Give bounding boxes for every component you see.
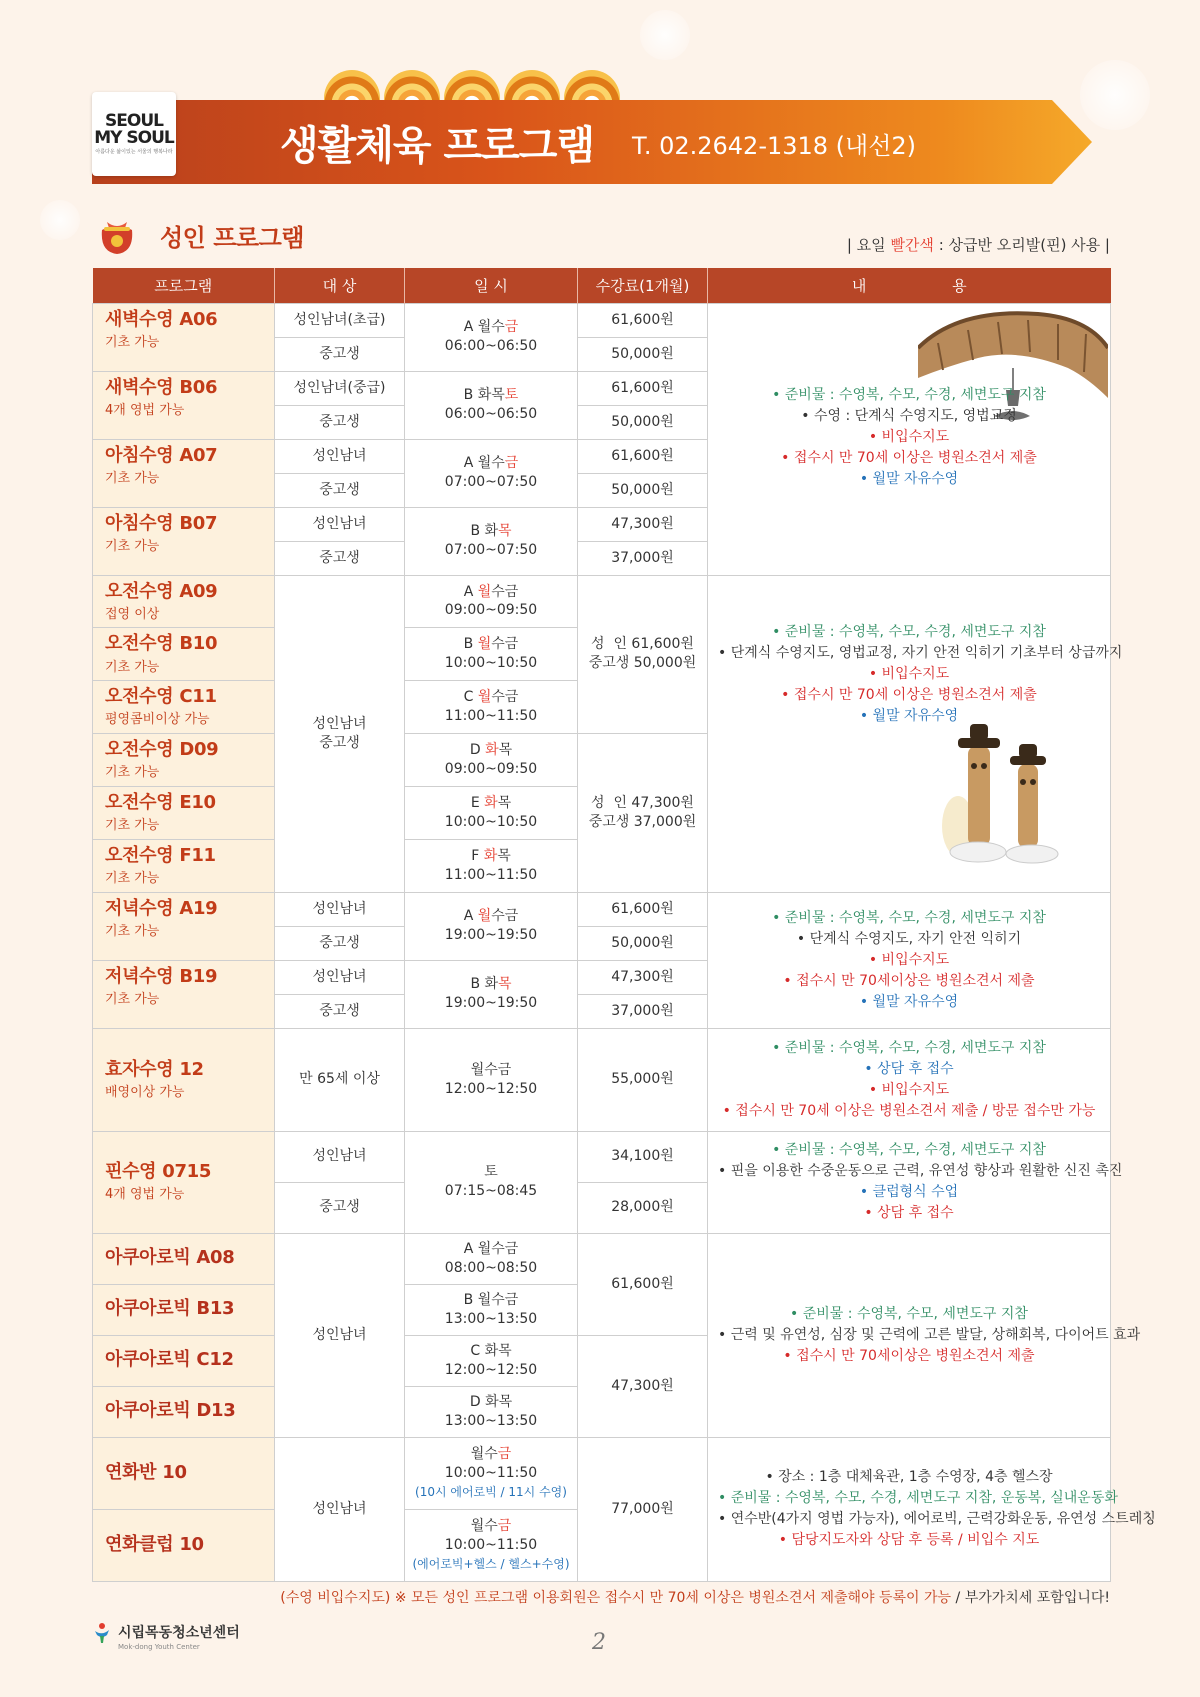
program-name-cell: 오전수영 B10 기초 가능 [93,628,275,681]
page-title: 생활체육 프로그램 [280,123,595,169]
program-name-cell: 아쿠아로빅 D13 [93,1386,275,1437]
program-name-cell: 효자수영 12 배영이상 가능 [93,1028,275,1131]
target-cell: 중고생 [275,405,405,439]
target-cell: 중고생 [275,926,405,960]
content-item: • 비입수지도 [718,950,1100,971]
target-cell: 성인남녀 [275,892,405,926]
content-item: • 클럽형식 수업 [718,1182,1100,1203]
fee-cell: 61,600원 [578,1233,708,1335]
fee-cell: 50,000원 [578,405,708,439]
program-name-cell: 아침수영 B07 기초 가능 [93,507,275,575]
program-name-cell: 연화클럽 10 [93,1509,275,1581]
target-cell: 성인남녀 중고생 [275,575,405,892]
jangseung-illustration [928,716,1078,866]
program-name-cell: 저녁수영 B19 기초 가능 [93,960,275,1028]
table-row [93,575,1111,628]
target-cell: 성인남녀 [275,1437,405,1581]
schedule-cell: A 월수금 07:00~07:50 [405,439,578,507]
schedule-cell: B 월수금 10:00~10:50 [405,628,578,681]
schedule-cell: 월수금 10:00~11:50 (10시 에어로빅 / 11시 수영) [405,1437,578,1509]
target-cell: 만 65세 이상 [275,1028,405,1131]
program-name-cell: 오전수영 D09 기초 가능 [93,734,275,787]
program-name-cell: 아쿠아로빅 A08 [93,1233,275,1284]
section-title: 성인 프로그램 [160,224,304,252]
target-cell: 중고생 [275,473,405,507]
schedule-cell: F 화목 11:00~11:50 [405,839,578,892]
schedule-cell: 토 07:15~08:45 [405,1131,578,1233]
footer-note: (수영 비입수지도) ※ 모든 성인 프로그램 이용회원은 접수시 만 70세 이상은 병원소견서 제출해야 등록이 가능 / 부가가치세 포함입니다! [280,1590,1110,1606]
fee-cell: 61,600원 [578,303,708,337]
schedule-cell: C 월수금 11:00~11:50 [405,681,578,734]
table-row [93,1131,1111,1182]
content-item: • 비입수지도 [718,427,1100,448]
schedule-cell: 월수금 12:00~12:50 [405,1028,578,1131]
target-cell: 성인남녀(초급) [275,303,405,337]
content-item: • 비입수지도 [718,664,1100,685]
col-schedule: 일 시 [405,268,578,303]
target-cell: 성인남녀 [275,960,405,994]
schedule-cell: B 화목 19:00~19:50 [405,960,578,1028]
fee-cell: 28,000원 [578,1182,708,1233]
content-cell [708,1437,1156,1581]
section-heading [92,208,1110,260]
target-cell: 중고생 [275,1182,405,1233]
schedule-cell: A 월수금 09:00~09:50 [405,575,578,628]
phone-number: T. 02.2642-1318 (내선2) [632,132,917,160]
content-item: • 연수반(4가지 영법 가능자), 에어로빅, 근력강화운동, 유연성 스트레칭 [718,1509,1100,1530]
content-item: • 담당지도자와 상담 후 등록 / 비입수 지도 [718,1530,1100,1551]
table-header-row [93,268,1111,303]
content-item: • 접수시 만 70세이상은 병원소견서 제출 [718,1346,1100,1367]
content-cell [708,303,1111,575]
fee-cell: 성 인 47,300원 중고생 37,000원 [578,734,708,893]
fee-cell: 50,000원 [578,337,708,371]
fee-cell: 47,300원 [578,960,708,994]
content-item: • 상담 후 접수 [718,1203,1100,1224]
youth-center-logo-icon [92,1622,112,1644]
content-item: • 비입수지도 [718,1080,1100,1101]
content-item: • 준비물 : 수영복, 수모, 수경, 세면도구 지참 [718,908,1100,929]
target-cell: 성인남녀 [275,507,405,541]
content-item: • 장소 : 1층 대체육관, 1층 수영장, 4층 헬스장 [718,1467,1100,1488]
schedule-cell: D 화목 09:00~09:50 [405,734,578,787]
seoul-logo: SEOUL MY SOUL 아름다운 삶이있는 서울의 행복나라 [92,92,176,176]
schedule-cell: B 화목 07:00~07:50 [405,507,578,575]
fee-cell: 47,300원 [578,1335,708,1437]
schedule-cell: C 화목 12:00~12:50 [405,1335,578,1386]
page-number: 2 [592,1630,606,1655]
schedule-cell: 월수금 10:00~11:50 (에어로빅+헬스 / 헬스+수영) [405,1509,578,1581]
content-item: • 월말 자유수영 [718,992,1100,1013]
content-cell [708,1028,1111,1131]
content-item: • 상담 후 접수 [718,1059,1100,1080]
program-name-cell: 오전수영 F11 기초 가능 [93,839,275,892]
background-sparkle [40,200,80,240]
schedule-cell: B 화목토 06:00~06:50 [405,371,578,439]
content-item: • 핀을 이용한 수중운동으로 근력, 유연성 향상과 원활한 신진 촉진 [718,1161,1100,1182]
program-name-cell: 오전수영 E10 기초 가능 [93,786,275,839]
content-item: • 준비물 : 수영복, 수모, 수경, 세면도구 지참 [718,622,1100,643]
content-item: • 접수시 만 70세 이상은 병원소견서 제출 [718,448,1100,469]
page-header [92,70,1110,186]
schedule-cell: D 화목 13:00~13:50 [405,1386,578,1437]
fee-cell: 50,000원 [578,473,708,507]
schedule-cell: A 월수금 08:00~08:50 [405,1233,578,1284]
table-row [93,1028,1111,1131]
target-cell: 성인남녀 [275,1233,405,1437]
fee-cell: 61,600원 [578,439,708,473]
content-item: • 준비물 : 수영복, 수모, 수경, 세면도구 지참, 운동복, 실내운동화 [718,1488,1100,1509]
target-cell: 중고생 [275,541,405,575]
schedule-cell: E 화목 10:00~10:50 [405,786,578,839]
target-cell: 성인남녀 [275,1131,405,1182]
lucky-pouch-icon [92,208,142,258]
content-item: • 근력 및 유연성, 심장 및 근력에 고른 발달, 상해회복, 다이어트 효과 [718,1325,1100,1346]
content-item: • 단계식 수영지도, 자기 안전 익히기 [718,929,1100,950]
content-item: • 수영 : 단계식 수영지도, 영법교정 [718,406,1100,427]
col-target: 대 상 [275,268,405,303]
org-name: 시립목동청소년센터 [118,1625,240,1641]
program-name-cell: 저녁수영 A19 기초 가능 [93,892,275,960]
target-cell: 중고생 [275,337,405,371]
content-item: • 접수시 만 70세 이상은 병원소견서 제출 / 방문 접수만 가능 [718,1101,1100,1122]
fee-cell: 37,000원 [578,541,708,575]
fee-cell: 37,000원 [578,994,708,1028]
schedule-cell: A 월수금 19:00~19:50 [405,892,578,960]
org-name-en: Mok-dong Youth Center [118,1643,200,1651]
target-cell: 성인남녀 [275,439,405,473]
col-fee: 수강료(1개월) [578,268,708,303]
table-row [93,303,1111,337]
fee-cell: 61,600원 [578,892,708,926]
target-cell: 성인남녀(중급) [275,371,405,405]
table-row [93,892,1111,926]
fee-cell: 성 인 61,600원 중고생 50,000원 [578,575,708,734]
fee-cell: 47,300원 [578,507,708,541]
program-name-cell: 오전수영 A09 접영 이상 [93,575,275,628]
content-item: • 준비물 : 수영복, 수모, 수경, 세면도구 지참 [718,1140,1100,1161]
content-cell [708,575,1123,892]
program-name-cell: 아쿠아로빅 C12 [93,1335,275,1386]
content-item: • 월말 자유수영 [718,706,1100,727]
content-item: • 접수시 만 70세 이상은 병원소견서 제출 [718,685,1100,706]
content-cell [708,1233,1141,1437]
program-name-cell: 새벽수영 B06 4개 영법 가능 [93,371,275,439]
background-sparkle [640,10,690,60]
schedule-cell: B 월수금 13:00~13:50 [405,1284,578,1335]
program-name-cell: 아침수영 A07 기초 가능 [93,439,275,507]
target-cell: 중고생 [275,994,405,1028]
fee-cell: 77,000원 [578,1437,708,1581]
schedule-cell: A 월수금 06:00~06:50 [405,303,578,371]
program-name-cell: 아쿠아로빅 B13 [93,1284,275,1335]
content-item: • 단계식 수영지도, 영법교정, 자기 안전 익히기 기초부터 상급까지 [718,643,1100,664]
content-cell [708,892,1111,1028]
content-cell [708,1131,1123,1233]
program-table [92,268,1156,1582]
fee-cell: 61,600원 [578,371,708,405]
col-program: 프로그램 [93,268,275,303]
fee-cell: 34,100원 [578,1131,708,1182]
content-item: • 준비물 : 수영복, 수모, 수경, 세면도구 지참 [718,1038,1100,1059]
day-color-legend: | 요일 빨간색 : 상급반 오리발(핀) 사용 | [846,236,1110,254]
program-name-cell: 오전수영 C11 평영콤비이상 가능 [93,681,275,734]
content-item: • 준비물 : 수영복, 수모, 수경, 세면도구 지참 [718,385,1100,406]
table-row [93,1233,1111,1284]
fee-cell: 55,000원 [578,1028,708,1131]
program-name-cell: 연화반 10 [93,1437,275,1509]
program-name-cell: 핀수영 0715 4개 영법 가능 [93,1131,275,1233]
content-item: • 접수시 만 70세이상은 병원소견서 제출 [718,971,1100,992]
content-item: • 준비물 : 수영복, 수모, 세면도구 지참 [718,1304,1100,1325]
table-row [93,1437,1111,1509]
content-item: • 월말 자유수영 [718,469,1100,490]
program-name-cell: 새벽수영 A06 기초 가능 [93,303,275,371]
org-logo [92,1622,240,1651]
fee-cell: 50,000원 [578,926,708,960]
col-content: 내 용 [708,268,1111,303]
